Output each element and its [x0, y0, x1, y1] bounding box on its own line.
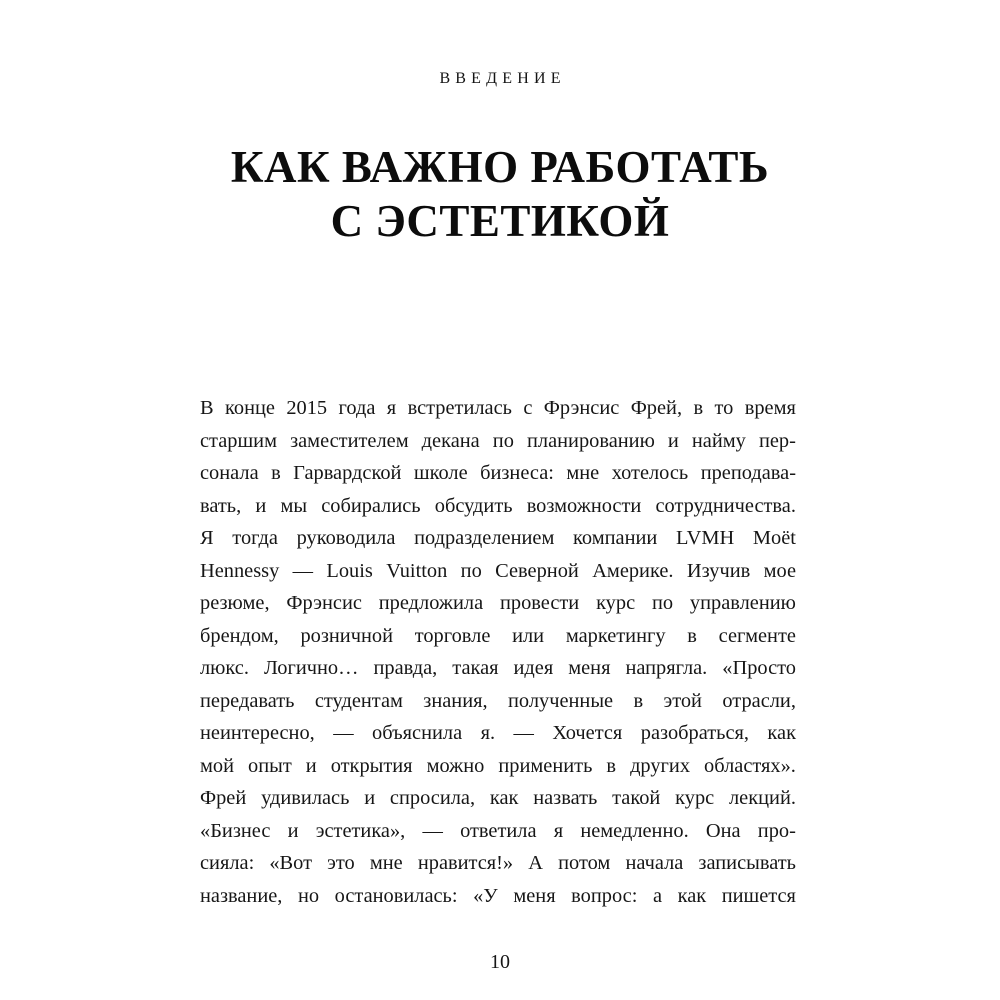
body-line-text: сонала в Гарвардской школе бизнеса: мне хотелось преподава- [200, 462, 796, 484]
body-line-text: Я тогда руководила подразделением компании LVMH Moët [200, 527, 796, 549]
body-line-text: брендом, розничной торговле или маркетингу в сегменте [200, 624, 796, 647]
body-line-text: мой опыт и открытия можно применить в других областях». [200, 754, 796, 777]
body-line-text: неинтересно, — объяснила я. — Хочется разобраться, как [200, 722, 796, 744]
page-number: 10 [490, 951, 510, 973]
body-line [200, 652, 796, 685]
body-line [200, 815, 796, 848]
chapter-title [120, 140, 880, 248]
body-line-text: В конце 2015 года я встретилась с Фрэнсис Фрей, в то время [200, 397, 796, 419]
body-line-text: сияла: «Вот это мне нравится!» А потом начала записывать [200, 852, 796, 874]
body-line-text: передавать студентам знания, полученные в этой отрасли, [200, 689, 796, 712]
body-line [200, 685, 796, 718]
body-line [200, 782, 796, 815]
chapter-kicker: ВВЕДЕНИЕ [439, 70, 566, 87]
body-line [200, 522, 796, 555]
body-line [200, 457, 796, 490]
body-line-text: резюме, Фрэнсис предложила провести курс по управлению [200, 592, 796, 614]
body-line [200, 620, 796, 653]
body-line-text: Фрей удивилась и спросила, как назвать такой курс лекций. [200, 787, 796, 809]
body-line [200, 555, 796, 588]
body-line [200, 717, 796, 750]
body-line [200, 392, 796, 425]
body-line-text: Hennessy — Louis Vuitton по Северной Америке. Изучив мое [200, 559, 796, 582]
body-line [200, 490, 796, 523]
body-line-text: старшим заместителем декана по планированию и найму пер- [200, 429, 796, 452]
body-line [200, 880, 796, 913]
body-line-text: «Бизнес и эстетика», — ответила я немедленно. Она про- [200, 819, 796, 842]
body-line [200, 587, 796, 620]
body-line [200, 425, 796, 458]
body-line-text: вать, и мы собирались обсудить возможности сотрудничества. [200, 494, 796, 517]
body-line [200, 750, 796, 783]
body-line-text: название, но остановилась: «У меня вопрос: а как пишется [200, 884, 796, 907]
body-line [200, 847, 796, 880]
chapter-title-line-2: С ЭСТЕТИКОЙ [330, 196, 670, 247]
body-line-text: люкс. Логично… правда, такая идея меня напрягла. «Просто [200, 657, 796, 679]
chapter-title-line-1: КАК ВАЖНО РАБОТАТЬ [230, 142, 770, 193]
body-paragraph [200, 392, 796, 912]
